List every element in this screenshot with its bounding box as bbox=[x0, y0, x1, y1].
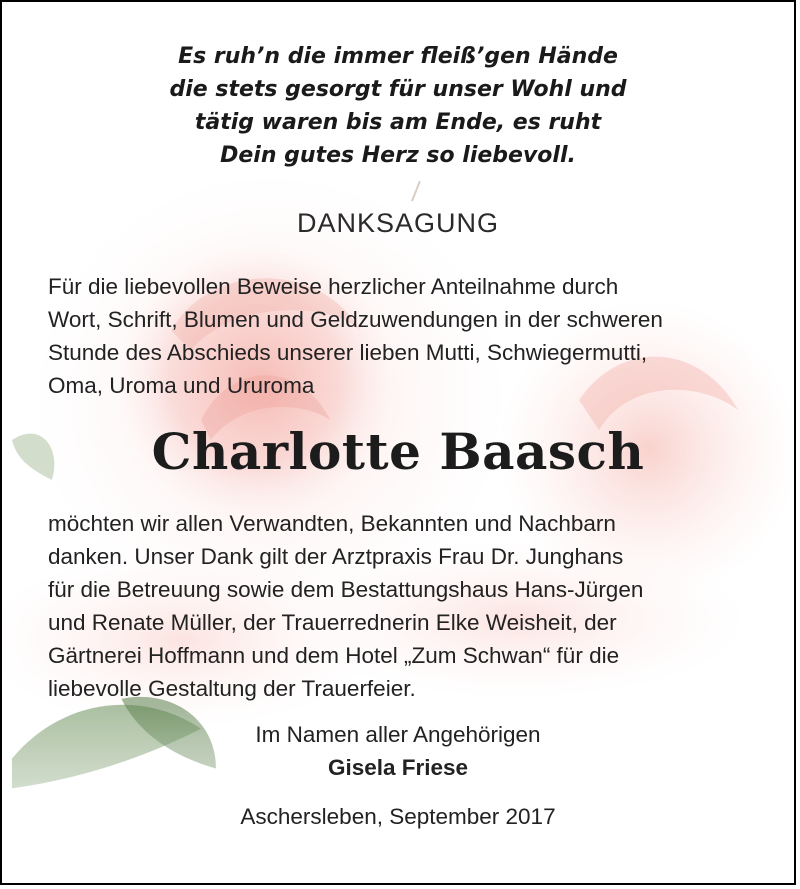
signature-block bbox=[2, 718, 794, 784]
verse-line: die stets gesorgt für unser Wohl und bbox=[169, 77, 627, 102]
place-and-date: Aschersleben, September 2017 bbox=[240, 804, 556, 829]
page-title: DANKSAGUNG bbox=[296, 208, 500, 238]
thanks-paragraph-intro bbox=[48, 270, 758, 402]
text-line: liebevolle Gestaltung der Trauerfeier. bbox=[48, 676, 416, 701]
text-line: Stunde des Abschieds unserer lieben Mutti, Schwiegermutti, bbox=[48, 340, 648, 365]
text-line: und Renate Müller, der Trauerrednerin Elke Weisheit, der bbox=[48, 610, 617, 635]
notice-content bbox=[2, 2, 794, 883]
text-line: Für die liebevollen Beweise herzlicher Anteilnahme durch bbox=[48, 274, 619, 299]
signatory-name: Gisela Friese bbox=[327, 755, 469, 780]
text-line: Oma, Uroma und Ururoma bbox=[48, 373, 315, 398]
text-line: für die Betreuung sowie dem Bestattungshaus Hans-Jürgen bbox=[48, 577, 644, 602]
text-line: möchten wir allen Verwandten, Bekannten und Nachbarn bbox=[48, 511, 616, 536]
verse-line: tätig waren bis am Ende, es ruht bbox=[194, 110, 602, 135]
verse-line: Dein gutes Herz so liebevoll. bbox=[220, 143, 576, 168]
text-line: Wort, Schrift, Blumen und Geldzuwendungen in der schweren bbox=[48, 307, 663, 332]
text-line: danken. Unser Dank gilt der Arztpraxis Frau Dr. Junghans bbox=[48, 544, 624, 569]
text-line: Gärtnerei Hoffmann und dem Hotel „Zum Schwan“ für die bbox=[48, 643, 620, 668]
memorial-verse bbox=[2, 40, 794, 172]
thanks-paragraph-main bbox=[48, 507, 758, 705]
verse-line: Es ruh’n die immer fleiß’gen Hände bbox=[178, 44, 618, 69]
deceased-name: Charlotte Baasch bbox=[151, 422, 645, 481]
signature-intro: Im Namen aller Angehörigen bbox=[255, 722, 541, 747]
